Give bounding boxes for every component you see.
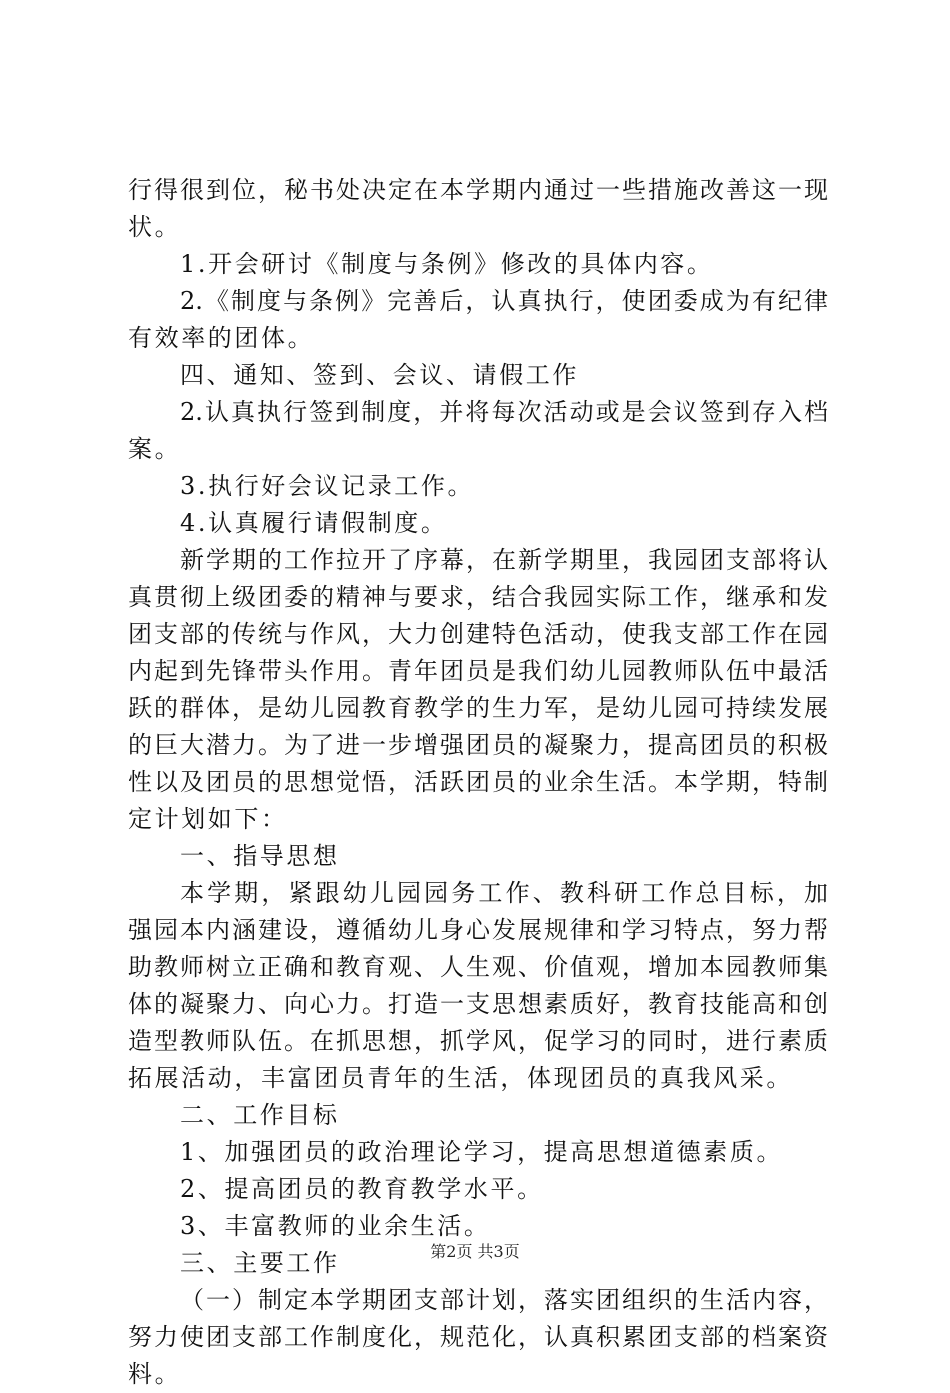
text-line: 3、丰富教师的业余生活。 xyxy=(180,1212,491,1240)
text-line: 助教师树立正确和教育观、人生观、价值观，增加本园教师集 xyxy=(128,953,828,981)
text-line: 3.执行好会议记录工作。 xyxy=(180,472,475,500)
section-heading: 三、主要工作 xyxy=(180,1249,340,1277)
text-line: 跃的群体，是幼儿园教育教学的生力军，是幼儿园可持续发展 xyxy=(128,694,828,722)
text-line: 本学期，紧跟幼儿园园务工作、教科研工作总目标，加 xyxy=(180,879,828,907)
text-line: 真贯彻上级团委的精神与要求，结合我园实际工作，继承和发 xyxy=(128,583,828,611)
text-line: 1.开会研讨《制度与条例》修改的具体内容。 xyxy=(180,250,714,278)
section-heading: 四、通知、签到、会议、请假工作 xyxy=(180,361,579,389)
text-line: （一）制定本学期团支部计划，落实团组织的生活内容， xyxy=(180,1286,828,1314)
section-heading: 二、工作目标 xyxy=(180,1101,340,1129)
text-line: 料。 xyxy=(128,1360,182,1388)
text-line: 拓展活动，丰富团员青年的生活，体现团员的真我风采。 xyxy=(128,1064,793,1092)
text-line: 1、加强团员的政治理论学习，提高思想道德素质。 xyxy=(180,1138,784,1166)
text-line: 内起到先锋带头作用。青年团员是我们幼儿园教师队伍中最活 xyxy=(128,657,828,685)
text-line: 2.《制度与条例》完善后，认真执行，使团委成为有纪律 xyxy=(180,287,828,315)
text-line: 2、提高团员的教育教学水平。 xyxy=(180,1175,544,1203)
text-line: 行得很到位，秘书处决定在本学期内通过一些措施改善这一现 xyxy=(128,176,828,204)
text-line: 的巨大潜力。为了进一步增强团员的凝聚力，提高团员的积极 xyxy=(128,731,828,759)
text-line: 2.认真执行签到制度，并将每次活动或是会议签到存入档 xyxy=(180,398,828,426)
text-line: 强园本内涵建设，遵循幼儿身心发展规律和学习特点，努力帮 xyxy=(128,916,828,944)
text-line: 团支部的传统与作风，大力创建特色活动，使我支部工作在园 xyxy=(128,620,828,648)
document-body xyxy=(128,172,828,1393)
text-line: 努力使团支部工作制度化，规范化，认真积累团支部的档案资 xyxy=(128,1323,828,1351)
text-line: 性以及团员的思想觉悟，活跃团员的业余生活。本学期，特制 xyxy=(128,768,828,796)
page-number-footer: 第2页 共3页 xyxy=(430,1242,520,1261)
section-heading: 一、指导思想 xyxy=(180,842,340,870)
text-line: 有效率的团体。 xyxy=(128,324,315,352)
text-line: 造型教师队伍。在抓思想，抓学风，促学习的同时，进行素质 xyxy=(128,1027,828,1055)
text-line: 新学期的工作拉开了序幕，在新学期里，我园团支部将认 xyxy=(180,546,828,574)
text-line: 状。 xyxy=(128,213,182,241)
text-line: 4.认真履行请假制度。 xyxy=(180,509,448,537)
text-line: 定计划如下： xyxy=(128,805,288,833)
text-line: 案。 xyxy=(128,435,182,463)
text-line: 体的凝聚力、向心力。打造一支思想素质好，教育技能高和创 xyxy=(128,990,828,1018)
